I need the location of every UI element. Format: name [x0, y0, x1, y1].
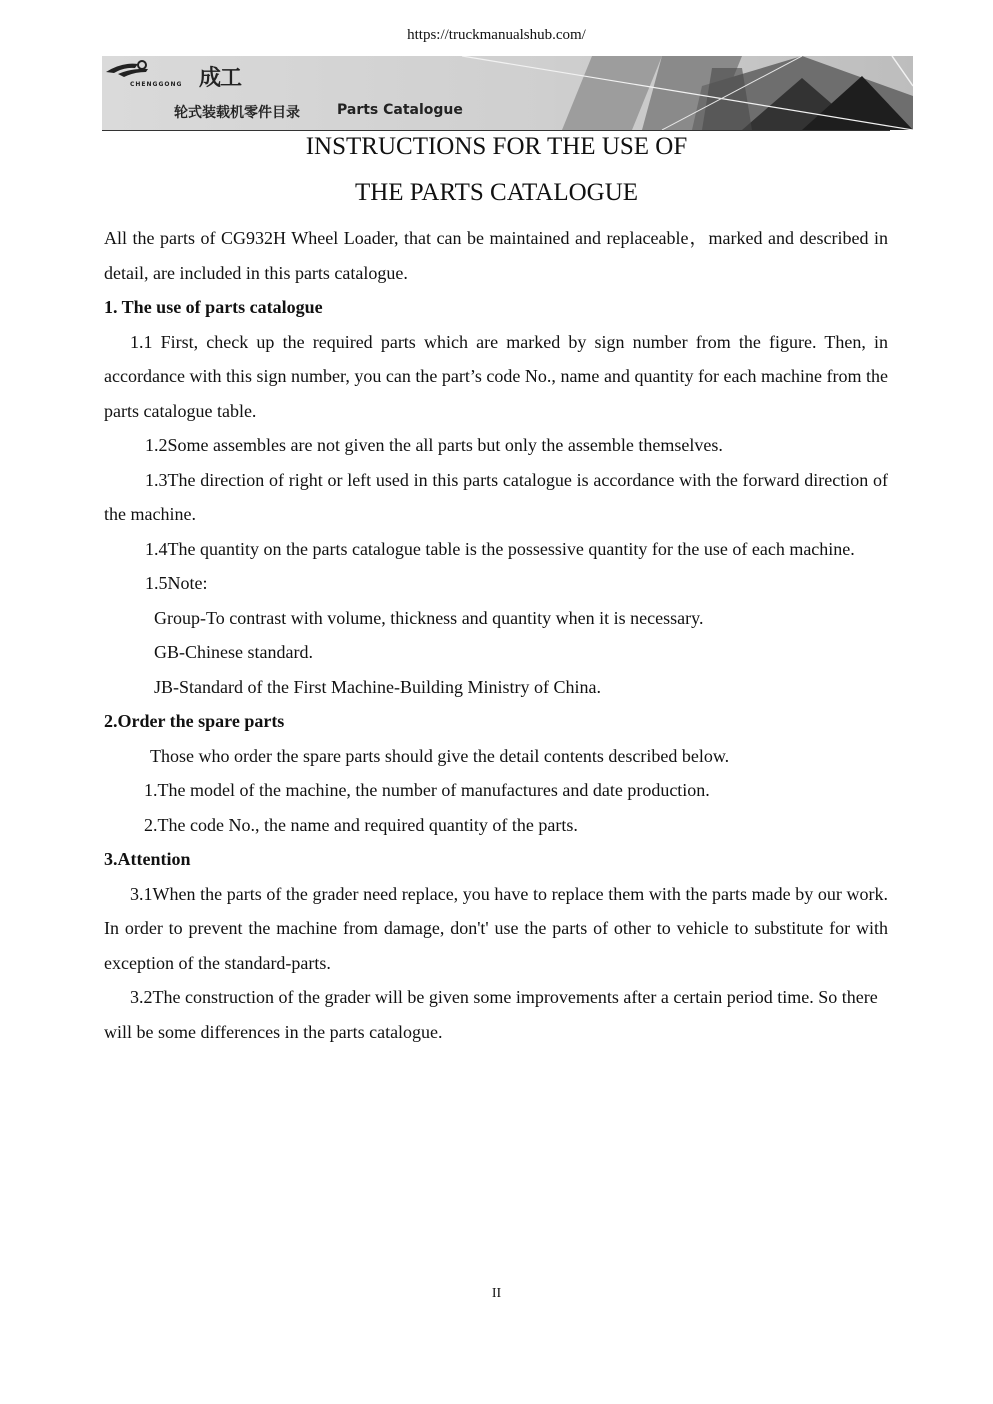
intro-paragraph: All the parts of CG932H Wheel Loader, that can be maintained and replaceable，marked and described in detail, are included in this parts catalogue.: [104, 228, 888, 283]
order-item-1: 1.The model of the machine, the number of manufactures and date production.: [144, 780, 710, 800]
page-title-line-2: THE PARTS CATALOGUE: [354, 179, 639, 206]
brand-chinese: 成工: [199, 66, 242, 91]
brand-english: CHENGGONG: [130, 81, 183, 88]
catalogue-title-chinese: 轮式装载机零件目录: [174, 105, 300, 121]
note-gb: GB-Chinese standard.: [154, 642, 313, 662]
paragraph-1-3: 1.3The direction of right or left used in this parts catalogue is accordance with the forward direction of the machine.: [104, 469, 888, 524]
order-item-2: 2.The code No., the name and required quantity of the parts.: [144, 814, 578, 835]
paragraph-1-1: 1.1 First, check up the required parts which are marked by sign number from the figure. Then, in accordance with this sign number, you can the part’s code No., name and quantity for each machine from the parts catalogue table.: [104, 331, 888, 421]
paragraph-1-2: 1.2Some assembles are not given the all parts but only the assemble themselves.: [145, 435, 723, 455]
page-title-line-1: INSTRUCTIONS FOR THE USE OF: [305, 133, 688, 160]
paragraph-3-1: 3.1When the parts of the grader need replace, you have to replace them with the parts made by our work. In order to prevent the machine from damage, don't' use the parts of other to vehicle to substitute for with exception of the standard-parts.: [104, 883, 888, 973]
source-url: https://truckmanualshub.com/: [407, 27, 586, 43]
chenggong-logo-icon: [102, 56, 202, 82]
note-group: Group-To contrast with volume, thickness and quantity when it is necessary.: [154, 607, 704, 628]
paragraph-1-5: 1.5Note:: [145, 573, 208, 593]
section-3-heading: 3.Attention: [104, 849, 191, 869]
catalogue-title-english: Parts Catalogue: [337, 102, 463, 118]
page-number: II: [491, 1286, 502, 1301]
header-rule: [102, 130, 890, 131]
paragraph-3-2: 3.2The construction of the grader will be given some improvements after a certain period time. So there will be some differences in the parts catalogue.: [104, 987, 878, 1042]
paragraph-1-4: 1.4The quantity on the parts catalogue table is the possessive quantity for the use of each machine.: [145, 538, 855, 559]
section-2-intro: Those who order the spare parts should give the detail contents described below.: [150, 745, 730, 766]
header-banner: [102, 56, 913, 130]
section-1-heading: 1. The use of parts catalogue: [104, 297, 323, 317]
document-body: [104, 221, 888, 1049]
section-2-heading: 2.Order the spare parts: [104, 711, 285, 731]
note-jb: JB-Standard of the First Machine-Building Ministry of China.: [154, 676, 601, 697]
